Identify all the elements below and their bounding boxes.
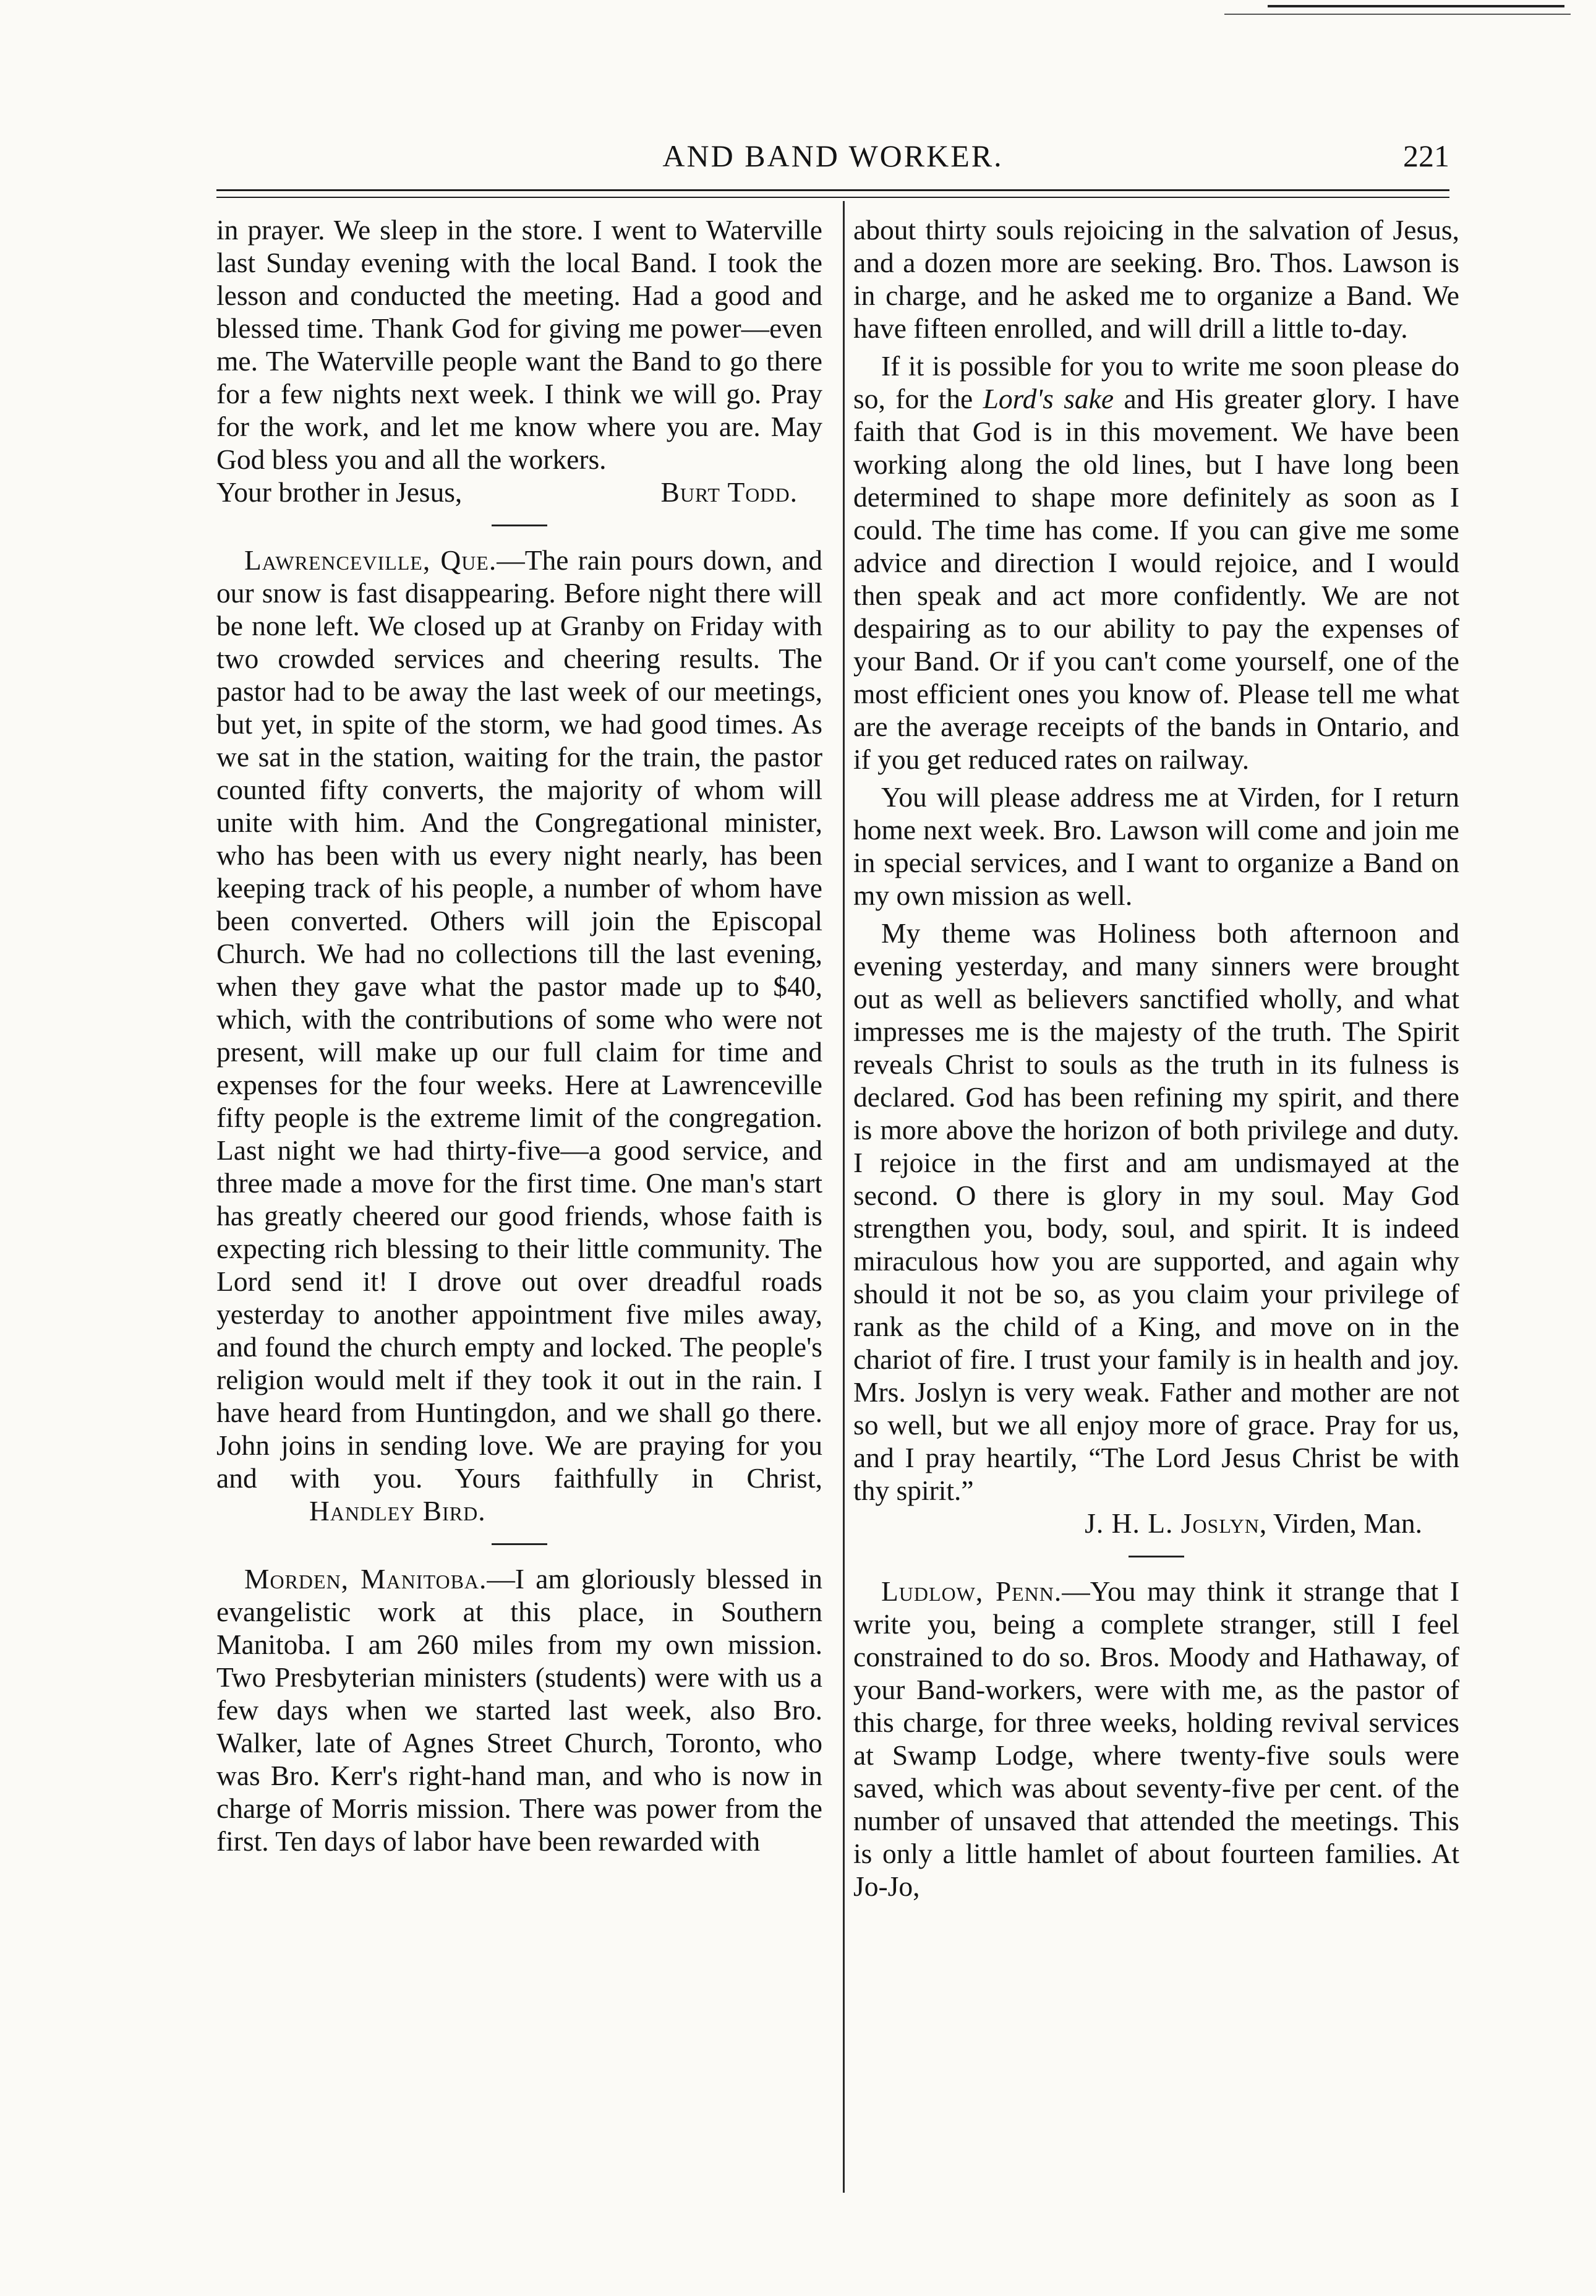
letter-morden-place: Morden, Manitoba. (244, 1563, 487, 1595)
letter-bird-body: —The rain pours down, and our snow is fast disappearing. Before night there will be none left. We closed up at Granby on Friday with two crowded services and cheering results. The pastor had to be away the last week of our meetings, but yet, in spite of the storm, we had good times. As we sat in the station, waiting for the train, the pastor counted fifty converts, the majority of whom will unite with him. And the Congregational minister, who has been with us every night nearly, has been keeping track of his people, a number of whom have been converted. Others will join the Episcopal Church. We had no collections till the last evening, when they gave what the pastor made up to $40, which, with the contributions of some who were not present, will make up our full claim for time and expenses for the four weeks. Here at Lawrenceville fifty people is the extreme limit of the congregation. Last night we had thirty-five—a good service, and three made a move for the first time. One man's start has greatly cheered our good friends, whose faith is expecting rich blessing to their little community. The Lord send it! I drove out over dreadful roads yesterday to another appointment five miles away, and found the church empty and locked. The people's religion would melt if they took it out in the rain. I have heard from Huntingdon, and we shall go there. John joins in sending love. We are praying for you and with you. Yours faithfully in Christ, (216, 544, 822, 1494)
letter-ludlow-place: Ludlow, Penn. (881, 1575, 1062, 1607)
left-column (216, 213, 822, 1857)
letter-todd-body: in prayer. We sleep in the store. I went to Waterville last Sunday evening with the local Band. I took the lesson and conducted the meeting. Had a good and blessed time. Thank God for giving me power—even me. The Waterville people want the Band to go there for a few nights next week. I think we will go. Pray for the work, and let me know where you are. May God bless you and all the workers. (216, 214, 822, 475)
section-separator (1129, 1556, 1184, 1557)
running-header (216, 132, 1449, 181)
running-title: AND BAND WORKER. (662, 139, 1004, 173)
letter-todd-signoff (216, 476, 822, 508)
letter-bird-signature: Handley Bird. (309, 1495, 486, 1527)
letter-joslyn-p1: about thirty souls rejoicing in the salvation of Jesus, and a dozen more are seeking. Bro. Thos. Lawson is in charge, and he asked me to organize a Band. We have fifteen enrolled, and will drill a little to-day. (853, 214, 1459, 344)
header-rule-bottom (216, 197, 1449, 198)
column-divider (843, 201, 845, 2193)
right-column (853, 213, 1459, 1903)
letter-joslyn-signoff (853, 1507, 1459, 1540)
letter-joslyn-place: , Virden, Man. (1259, 1507, 1422, 1539)
letter-ludlow-body: —You may think it strange that I write you, being a complete stranger, still I feel constrained to do so. Bros. Moody and Hathaway, of your Band-workers, were with me, as the pastor of this charge, for three weeks, holding revival services at Swamp Lodge, where twenty-five souls were saved, which was about seventy-five per cent. of the number of unsaved that attended the meetings. This is only a little hamlet of about fourteen families. At Jo-Jo, (853, 1575, 1459, 1902)
letter-todd-signature: Burt Todd. (660, 476, 798, 508)
page-number: 221 (1403, 139, 1449, 173)
section-separator (492, 525, 547, 526)
letter-morden-body: —I am gloriously blessed in evangelistic work at this place, in Southern Manitoba. I am 260 miles from my own mission. Two Presbyterian ministers (students) were with us a few days when we started last week, also Bro. Walker, late of Agnes Street Church, Toronto, who was Bro. Kerr's right-hand man, and who is now in charge of Morris mission. There was power from the first. Ten days of labor have been rewarded with (216, 1563, 823, 1857)
letter-bird-place: Lawrenceville, Que. (244, 544, 497, 576)
letter-joslyn-p2 (853, 349, 1459, 776)
letter-joslyn-p4: My theme was Holiness both afternoon and evening yesterday, and many sinners were brought out as well as believers sanctified wholly, and what impresses me is the majesty of the truth. The Spirit reveals Christ to souls as the truth in its fulness is declared. God has been refining my spirit, and there is more above the horizon of both privilege and duty. I rejoice in the first and am undismayed at the second. O there is glory in my soul. May God strengthen you, body, soul, and spirit. It is indeed miraculous how you are supported, and again why should it not be so, as you claim your privilege of rank as the child of a King, and move on in the chariot of fire. I trust your family is in health and joy. Mrs. Joslyn is very weak. Father and mother are not so well, but we all enjoy more of grace. Pray for us, and I pray heartily, “The Lord Jesus Christ be with thy spirit.” (853, 917, 1459, 1506)
letter-joslyn-p3: You will please address me at Virden, for I return home next week. Bro. Lawson will come and join me in special services, and I want to organize a Band on my own mission as well. (853, 781, 1459, 911)
letter-todd-closing: Your brother in Jesus, (216, 476, 463, 508)
header-rule-top (216, 189, 1449, 191)
letter-morden (216, 1562, 822, 1857)
scan-edge-line-thin (1224, 14, 1571, 15)
letter-joslyn-p2-end: and His greater glory. I have faith that God is in this movement. We have been working along the old lines, but I have long been determined to shape more definitely as soon as I could. The time has come. If you can give me some advice and direction I would rejoice, and I would then speak and act more confidently. We are not despairing as to our ability to pay the expenses of your Band. Or if you can't come yourself, one of the most efficient ones you know of. Please tell me what are the average receipts of the bands in Ontario, and if you get reduced rates on railway. (853, 383, 1459, 775)
scan-edge-line (1268, 5, 1564, 7)
letter-bird (216, 544, 822, 1527)
letter-joslyn-p2-italic: Lord's sake (983, 383, 1114, 414)
letter-ludlow (853, 1575, 1459, 1903)
letter-joslyn-signature: J. H. L. Joslyn (1085, 1507, 1260, 1539)
letter-joslyn-p2-start: If it is possible for you to write me soon please do so, for the (853, 350, 1459, 414)
section-separator (492, 1543, 547, 1545)
